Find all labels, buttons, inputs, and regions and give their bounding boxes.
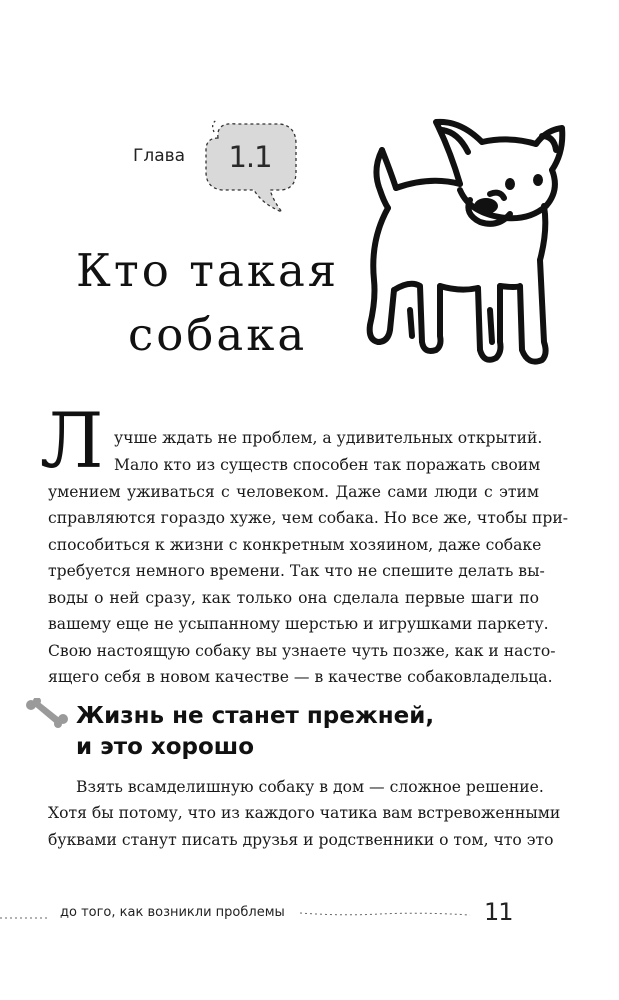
running-head: до того, как возникли проблемы (60, 905, 285, 920)
paragraph-line: Хотя бы потому, что из каждого чатика вам встревоженными (48, 804, 561, 822)
paragraph-line: буквами станут писать друзья и родственники о том, что это (48, 831, 554, 849)
chapter-label: Глава (133, 146, 186, 166)
paragraph-line: воды о ней сразу, как только она сделала первые шаги по (48, 589, 539, 607)
paragraph-line: вашему еще не усыпанному шерстью и игрушками паркету. (48, 615, 549, 633)
paragraph-line: ящего себя в новом качестве — в качестве собаковладельца. (48, 668, 553, 686)
drop-cap: Л (40, 396, 104, 485)
footer-divider (300, 912, 470, 916)
paragraph-line: Мало кто из существ способен так поражать своим (114, 456, 541, 474)
paragraph-line: требуется немного времени. Так что не спешите делать вы- (48, 562, 545, 580)
paragraph-line: учше ждать не проблем, а удивительных открытий. (114, 429, 543, 447)
section-heading-line-2: и это хорошо (76, 734, 255, 760)
paragraph-line: Взять всамделишную собаку в дом — сложное решение. (76, 778, 544, 796)
paragraph-line: умением уживаться с человеком. Даже сами люди с этим (48, 483, 539, 501)
footer-divider (0, 917, 50, 919)
chapter-number: 1.1 (228, 140, 272, 174)
paragraph-line: справляются гораздо хуже, чем собака. Но все же, чтобы при- (48, 509, 569, 527)
chapter-title-line-2: собака (128, 308, 308, 361)
page-number: 11 (484, 898, 513, 926)
paragraph-line: способиться к жизни с конкретным хозяином, даже собаке (48, 536, 542, 554)
bone-icon (24, 698, 68, 728)
section-heading-line-1: Жизнь не станет прежней, (76, 703, 435, 729)
paragraph-line: Свою настоящую собаку вы узнаете чуть позже, как и насто- (48, 642, 556, 660)
dog-illustration-icon (350, 110, 575, 380)
chapter-title-line-1: Кто такая (76, 244, 340, 297)
